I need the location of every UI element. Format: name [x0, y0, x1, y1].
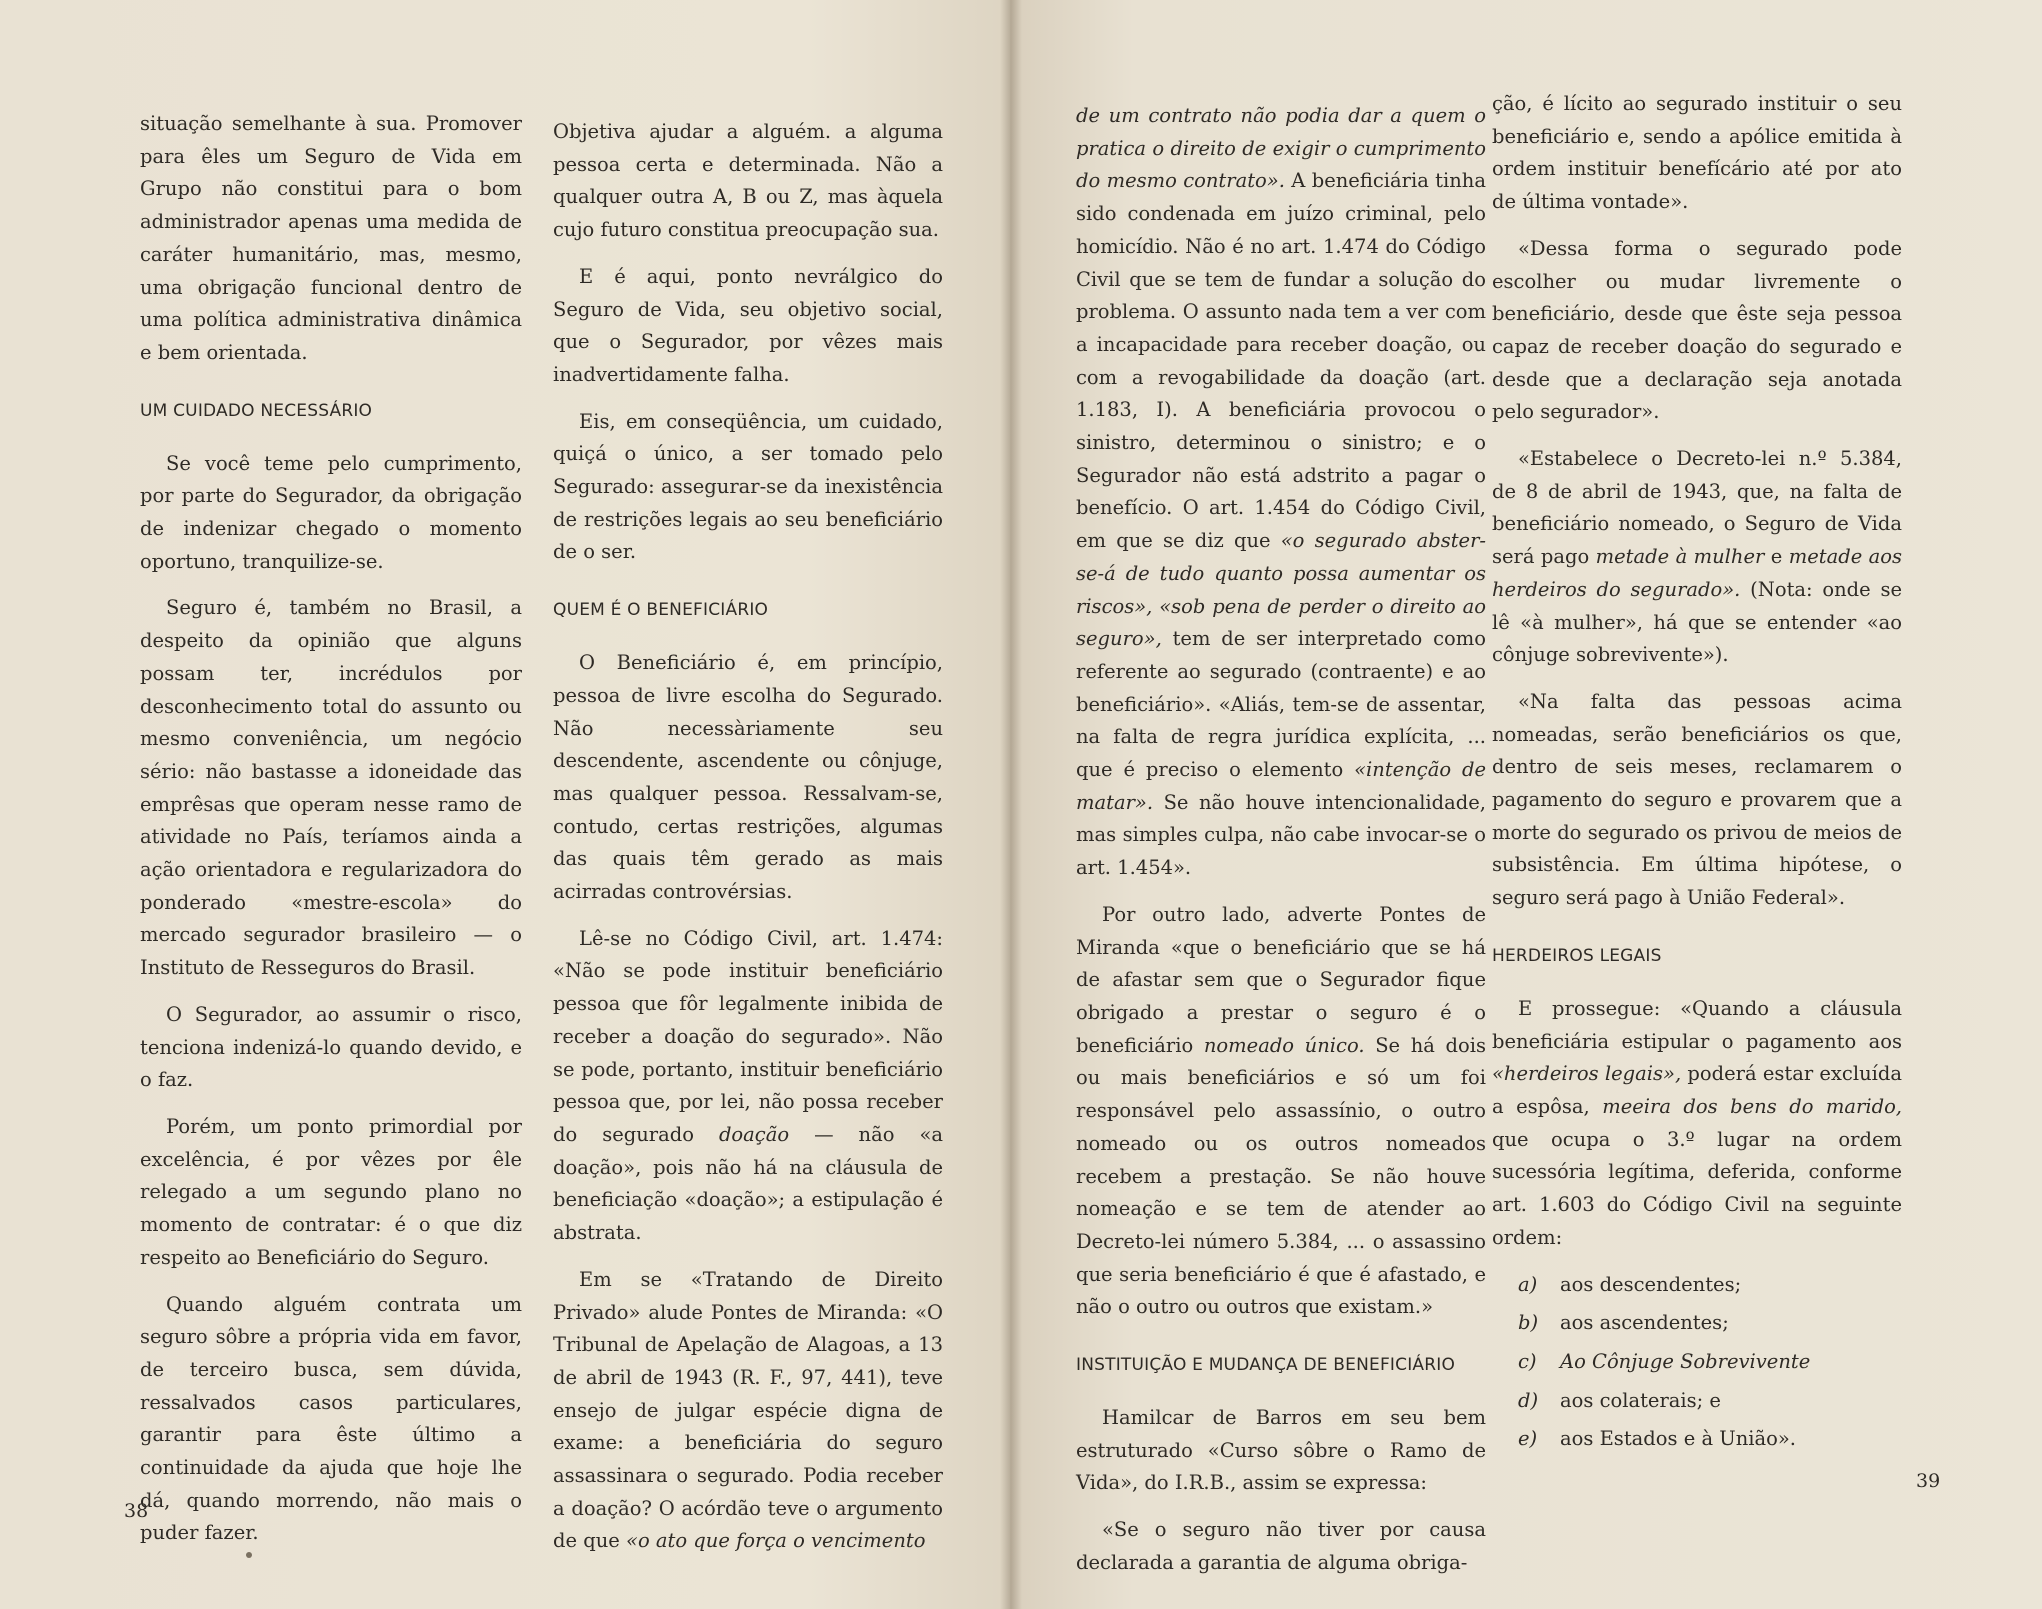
paragraph: situação semelhante à sua. Promover para êles um Seguro de Vida em Grupo não constitui para o bom administrador apenas uma medida de caráter humanitário, mas, mesmo, uma obrigação funcional dentro de uma política administrativa dinâmica e bem orientada. [140, 112, 522, 364]
page-number: 39 [1916, 1470, 1941, 1492]
paragraph [553, 923, 943, 1250]
text-run: poderá estar excluída a espôsa, [1492, 1062, 1902, 1118]
paragraph [553, 1264, 943, 1558]
paragraph: Objetiva ajudar a alguém. a alguma pessoa certa e determinada. Não a qualquer outra A, B ou Z, mas àquela cujo futuro constitua preocupação sua. [553, 120, 943, 242]
text-run: Lê-se no Código Civil, art. 1.474: «Não se pode instituir beneficiário pessoa que fôr legalmente inibida de receber a doação do segurado». Não se pode, portanto, instituir beneficiário pessoa que, por lei, não possa receber do segurado [553, 926, 943, 1146]
emphasis-text: «intenção de matar». [1076, 758, 1486, 814]
text-run: A beneficiária tinha sido condenada em juízo criminal, pelo homicídio. Não é no art. 1.474 do Código Civil que se tem de fundar a solução do problema. O assunto nada tem a ver com a incapacidade para receber doação, ou com a revogabilidade da doação (art. 1.183, I). A beneficiária provocou o sinistro, determinou o sinistro; e o Segurador não está adstrito a pagar o benefício. O art. 1.454 do Código Civil, em que se diz que [1076, 169, 1486, 553]
emphasis-text: doação [718, 1122, 790, 1146]
text-run: (Nota: onde se lê «à mulher», há que se entender «ao cônjuge sobrevivente»). [1492, 577, 1902, 667]
text-run: Em se «Tratando de Direito Privado» alude Pontes de Miranda: «O Tribunal de Apelação de Alagoas, a 13 de abril de 1943 (R. F., 97, 441), teve ensejo de julgar espécie digna de exame: a beneficiária do seguro assassinara o segurado. Podia receber a doação? O acórdão teve o argumento de que [553, 1267, 943, 1553]
left-page [0, 0, 1010, 1609]
paragraph: Porém, um ponto primordial por excelência, é por vêzes por êle relegado a um segundo plano no momento de contratar: é o que diz respeito ao Beneficiário do Seguro. [140, 1114, 522, 1269]
paragraph: ção, é lícito ao segurado instituir o seu beneficiário e, sendo a apólice emitida à ordem instituir benefícário até por ato de última vontade». [1492, 92, 1902, 214]
list-item [1518, 1307, 1902, 1340]
paragraph [1076, 100, 1486, 885]
page-number: 38 [124, 1500, 149, 1522]
paragraph: «Na falta das pessoas acima nomeadas, serão beneficiários os que, dentro de seis meses, reclamarem o pagamento do seguro e provarem que a morte do segurado os privou de meios de subsistência. Em última hipótese, o seguro será pago à União Federal». [1492, 689, 1902, 910]
paragraph: E é aqui, ponto nevrálgico do Seguro de Vida, seu objetivo social, que o Segurador, por vêzes mais inadvertidamente falha. [553, 264, 943, 386]
paragraph: O Beneficiário é, em princípio, pessoa de livre escolha do Segurado. Não necessàriamente seu descendente, ascendente ou cônjuge, mas qualquer pessoa. Ressalvam-se, contudo, certas restrições, algumas das quais têm gerado as mais acirradas controvérsias. [553, 651, 943, 904]
list-item [1518, 1385, 1902, 1418]
paragraph: Se você teme pelo cumprimento, por parte do Segurador, da obrigação de indenizar chegado o momento oportuno, tranquilize-se. [140, 451, 522, 573]
text-run: Por outro lado, adverte Pontes de Miranda «que o beneficiário que se há de afastar sem que o Segurador fique obrigado a prestar o seguro é o beneficiário [1076, 902, 1486, 1057]
emphasis-text: nomeado único. [1203, 1033, 1365, 1057]
right-page [1010, 0, 2042, 1609]
emphasis-text: meeira dos bens do marido, [1602, 1094, 1903, 1118]
right-column-1 [1076, 100, 1486, 1594]
list-item [1518, 1423, 1902, 1456]
paragraph [1492, 443, 1902, 672]
list-item [1518, 1269, 1902, 1302]
text-run: Se não houve intencionalidade, mas simples culpa, não cabe invocar-se o art. 1.454». [1076, 790, 1486, 880]
heirs-order-list [1492, 1269, 1902, 1457]
right-column-2 [1492, 88, 1902, 1462]
list-marker: c) [1518, 1349, 1537, 1373]
list-marker: d) [1518, 1388, 1539, 1412]
list-item-text: aos descendentes; [1560, 1272, 1742, 1296]
list-item-text: aos ascendentes; [1560, 1311, 1729, 1335]
paragraph: Hamilcar de Barros em seu bem estruturado «Curso sôbre o Ramo de Vida», do I.R.B., assim se expressa: [1076, 1406, 1486, 1495]
list-item [1518, 1346, 1902, 1379]
text-run: tem de ser interpretado como referente ao segurado (contraente) e ao beneficiário». «Aliás, tem-se de assentar, na falta de regra jurídica explícita, ... que é preciso o elemento [1076, 627, 1486, 782]
list-item-text: aos Estados e à União». [1560, 1427, 1796, 1451]
list-marker: b) [1518, 1311, 1539, 1335]
paragraph: «Dessa forma o segurado pode escolher ou mudar livremente o beneficiário, desde que êste seja pessoa capaz de receber doação do segurado e desde que a declaração seja anotada pelo segurador». [1492, 236, 1902, 424]
paragraph [1076, 899, 1486, 1324]
paragraph: «Se o seguro não tiver por causa declarada a garantia de alguma obriga- [1076, 1518, 1486, 1574]
emphasis-text: «o ato que força o vencimento [626, 1529, 926, 1553]
paragraph [1492, 993, 1902, 1255]
left-column-1 [140, 108, 522, 1564]
section-heading: QUEM É O BENEFICIÁRIO [553, 600, 769, 621]
left-column-2 [553, 116, 943, 1572]
text-run: «Estabelece o Decreto-lei n.º 5.384, de 8 de abril de 1943, que, na falta de beneficiário nomeado, o Seguro de Vida será pago [1492, 447, 1902, 569]
emphasis-text: «herdeiros legais», [1492, 1062, 1682, 1086]
list-item-text: aos colaterais; e [1560, 1388, 1721, 1412]
section-heading: UM CUIDADO NECESSÁRIO [140, 400, 373, 421]
paragraph: Seguro é, também no Brasil, a despeito da opinião que alguns possam ter, incrédulos por desconhecimento total do assunto ou mesmo conveniência, um negócio sério: não bastasse a idoneidade das emprêsas que operam nesse ramo de atividade no País, teríamos ainda a ação orientadora e regularizadora do ponderado «mestre-escola» do mercado segurador brasileiro — o Instituto de Resseguros do Brasil. [140, 596, 522, 980]
text-run: E prossegue: «Quando a cláusula beneficiária estipular o pagamento aos [1492, 996, 1902, 1053]
text-run: que ocupa o 3.º lugar na ordem sucessória legítima, deferida, conforme art. 1.603 do Código Civil na seguinte ordem: [1492, 1127, 1902, 1249]
text-run: — não «a doação», pois não há na cláusula de beneficiação «doação»; a estipulação é abstrata. [553, 1122, 944, 1245]
emphasis-text: «o segurado abster-se-á de tudo quanto possa aumentar os riscos», «sob pena de perder o direito ao seguro», [1076, 529, 1486, 651]
emphasis-text: metade à mulher [1595, 545, 1765, 569]
paragraph: Quando alguém contrata um seguro sôbre a própria vida em favor, de terceiro busca, sem dúvida, ressalvados casos particulares, garantir para êste último a continuidade da ajuda que hoje lhe dá, quando morrendo, não mais o puder fazer. [140, 1292, 522, 1545]
text-run: e [1770, 545, 1783, 569]
paragraph: Eis, em conseqüência, um cuidado, quiçá o único, a ser tomado pelo Segurado: assegurar-se da inexistência de restrições legais ao seu beneficiário de o ser. [553, 409, 943, 564]
list-marker: a) [1518, 1272, 1538, 1296]
emphasis-text: de um contrato não podia dar a quem o pratica o direito de exigir o cumprimento do mesmo contrato». [1076, 104, 1486, 193]
list-item-text: Ao Cônjuge Sobrevivente [1560, 1349, 1811, 1373]
section-heading: INSTITUIÇÃO E MUDANÇA DE BENEFICIÁRIO [1076, 1355, 1456, 1376]
book-gutter [1000, 0, 1022, 1609]
ink-speck [246, 1552, 252, 1558]
paragraph: O Segurador, ao assumir o risco, tenciona indenizá-lo quando devido, e o faz. [140, 1002, 522, 1092]
section-heading: HERDEIROS LEGAIS [1492, 945, 1662, 966]
list-marker: e) [1518, 1427, 1538, 1451]
text-run: Se há dois ou mais beneficiários e só um foi responsável pelo assassínio, o outro nomeado ou os outros nomeados recebem a prestação. Se não houve nomeação e se tem de atender ao Decreto-lei número 5.384, ... o assassino que seria beneficiário é que é afastado, e não o outro ou outros que existam.» [1076, 1033, 1487, 1319]
emphasis-text: metade aos herdeiros do segurado». [1492, 545, 1903, 601]
